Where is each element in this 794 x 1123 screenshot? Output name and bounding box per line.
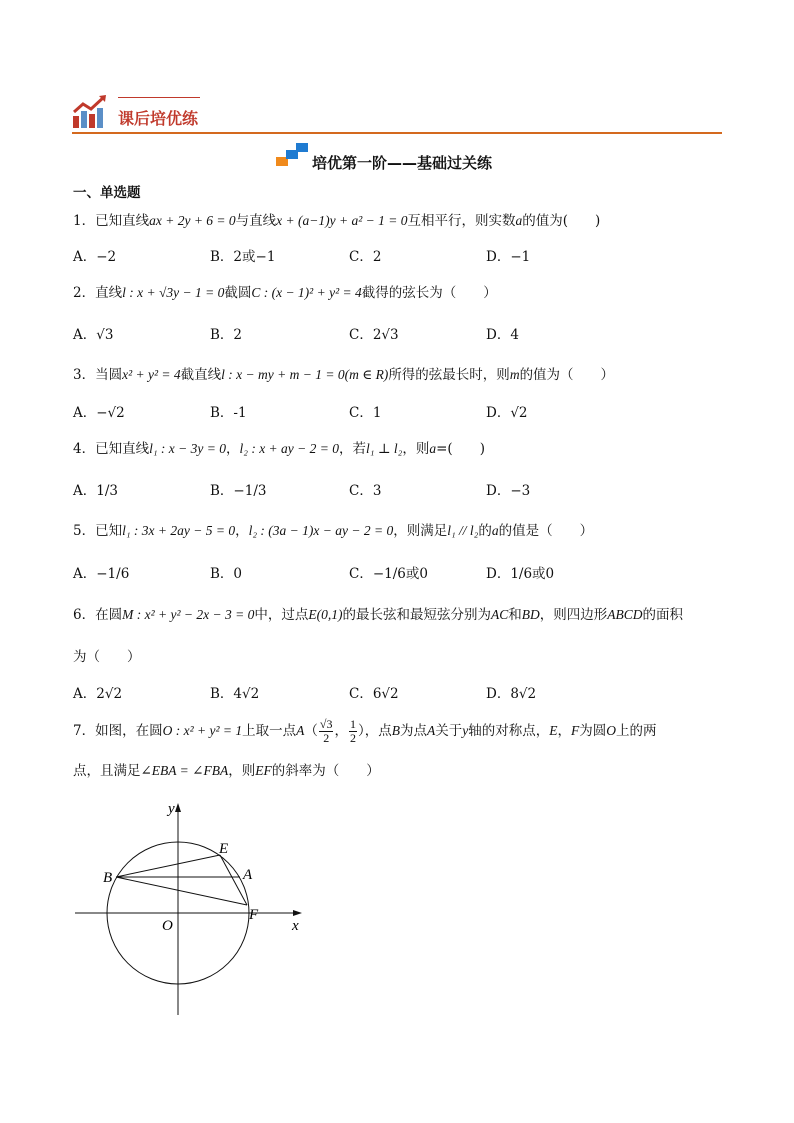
q1-option-b[interactable]: B．2或−1: [210, 249, 276, 265]
q4-option-a[interactable]: A．1/3: [73, 483, 118, 499]
q5-option-a[interactable]: A．−1/6: [73, 566, 130, 582]
label-f: F: [249, 907, 259, 923]
header-underline-short: [118, 97, 200, 98]
section-heading: 一、单选题: [73, 185, 141, 201]
label-o: O: [162, 918, 173, 934]
chord-be: [116, 855, 220, 877]
q5-option-b[interactable]: B．0: [210, 566, 243, 582]
label-x: x: [292, 918, 299, 934]
q2-option-c[interactable]: C．2√3: [349, 327, 399, 343]
question-2: 2．直线l : x + √3y − 1 = 0截圆C : (x − 1)² + y² = 4截得的弦长为（ ）: [73, 285, 497, 301]
banner-title: 培优第一阶——基础过关练: [312, 154, 493, 172]
q4-option-d[interactable]: D．−3: [486, 483, 531, 499]
q3-option-c[interactable]: C．1: [349, 405, 382, 421]
question-7: 7．如图，在圆O : x² + y² = 1上取一点A（ $\frac{√3}{2}$ ， $\frac{1}{2}$ ），点B为点A关于y轴的对称点，E，F为圆O上的两: [73, 717, 657, 745]
question-7-line2: 点，且满足∠EBA = ∠FBA，则EF的斜率为（ ）: [73, 763, 380, 779]
x-axis-arrow: [293, 910, 302, 916]
coord-a-x: $\frac{√3}{2}$: [319, 717, 333, 745]
label-a: A: [243, 867, 253, 883]
question-4: 4．已知直线l₁ : x − 3y = 0，l₂ : x + ay − 2 = 0，若l₁ ⊥ l₂，则a=( ): [73, 441, 485, 457]
banner-icon: [276, 142, 310, 168]
q6-option-d[interactable]: D．8√2: [486, 686, 537, 702]
q2-option-b[interactable]: B．2: [210, 327, 243, 343]
chord-bf: [116, 877, 247, 905]
circle-diagram: [70, 795, 320, 1020]
q6-option-b[interactable]: B．4√2: [210, 686, 260, 702]
q5-option-d[interactable]: D．1/6或0: [486, 566, 555, 582]
y-axis-arrow: [175, 803, 181, 812]
question-6: 6．在圆M : x² + y² − 2x − 3 = 0中，过点E(0,1)的最长弦和最短弦分别为AC和BD，则四边形ABCD的面积: [73, 607, 683, 623]
section-title: 课后培优练: [118, 109, 199, 128]
q6-option-c[interactable]: C．6√2: [349, 686, 399, 702]
q1-option-d[interactable]: D．−1: [486, 249, 531, 265]
q2-option-d[interactable]: D．4: [486, 327, 519, 343]
chart-up-icon: [72, 94, 108, 130]
question-5: 5．已知l₁ : 3x + 2ay − 5 = 0，l₂ : (3a − 1)x − ay − 2 = 0，则满足l₁ // l₂的a的值是（ ）: [73, 523, 594, 539]
q1-option-a[interactable]: A．−2: [73, 249, 117, 265]
question-1: 1．已知直线ax + 2y + 6 = 0与直线x + (a−1)y + a² − 1 = 0互相平行，则实数a的值为( ): [73, 213, 601, 229]
header-logo: [72, 94, 108, 130]
coord-a-y: $\frac{1}{2}$: [349, 717, 356, 745]
q4-option-b[interactable]: B．−1/3: [210, 483, 267, 499]
q5-option-c[interactable]: C．−1/6或0: [349, 566, 428, 582]
header-rule: [72, 132, 722, 134]
q7-figure: [70, 795, 320, 1020]
q4-option-c[interactable]: C．3: [349, 483, 382, 499]
label-b: B: [103, 870, 113, 886]
q3-option-b[interactable]: B．-1: [210, 405, 247, 421]
label-y: y: [168, 801, 175, 817]
q3-option-d[interactable]: D．√2: [486, 405, 528, 421]
q6-option-a[interactable]: A．2√2: [73, 686, 123, 702]
label-e: E: [219, 841, 229, 857]
question-6-line2: 为（ ）: [73, 649, 141, 665]
q2-option-a[interactable]: A．√3: [73, 327, 114, 343]
question-3: 3．当圆x² + y² = 4截直线l : x − my + m − 1 = 0(m ∈ R)所得的弦最长时，则m的值为（ ）: [73, 367, 615, 383]
q3-option-a[interactable]: A．−√2: [73, 405, 125, 421]
q1-option-c[interactable]: C．2: [349, 249, 382, 265]
steps-icon: [276, 142, 310, 168]
